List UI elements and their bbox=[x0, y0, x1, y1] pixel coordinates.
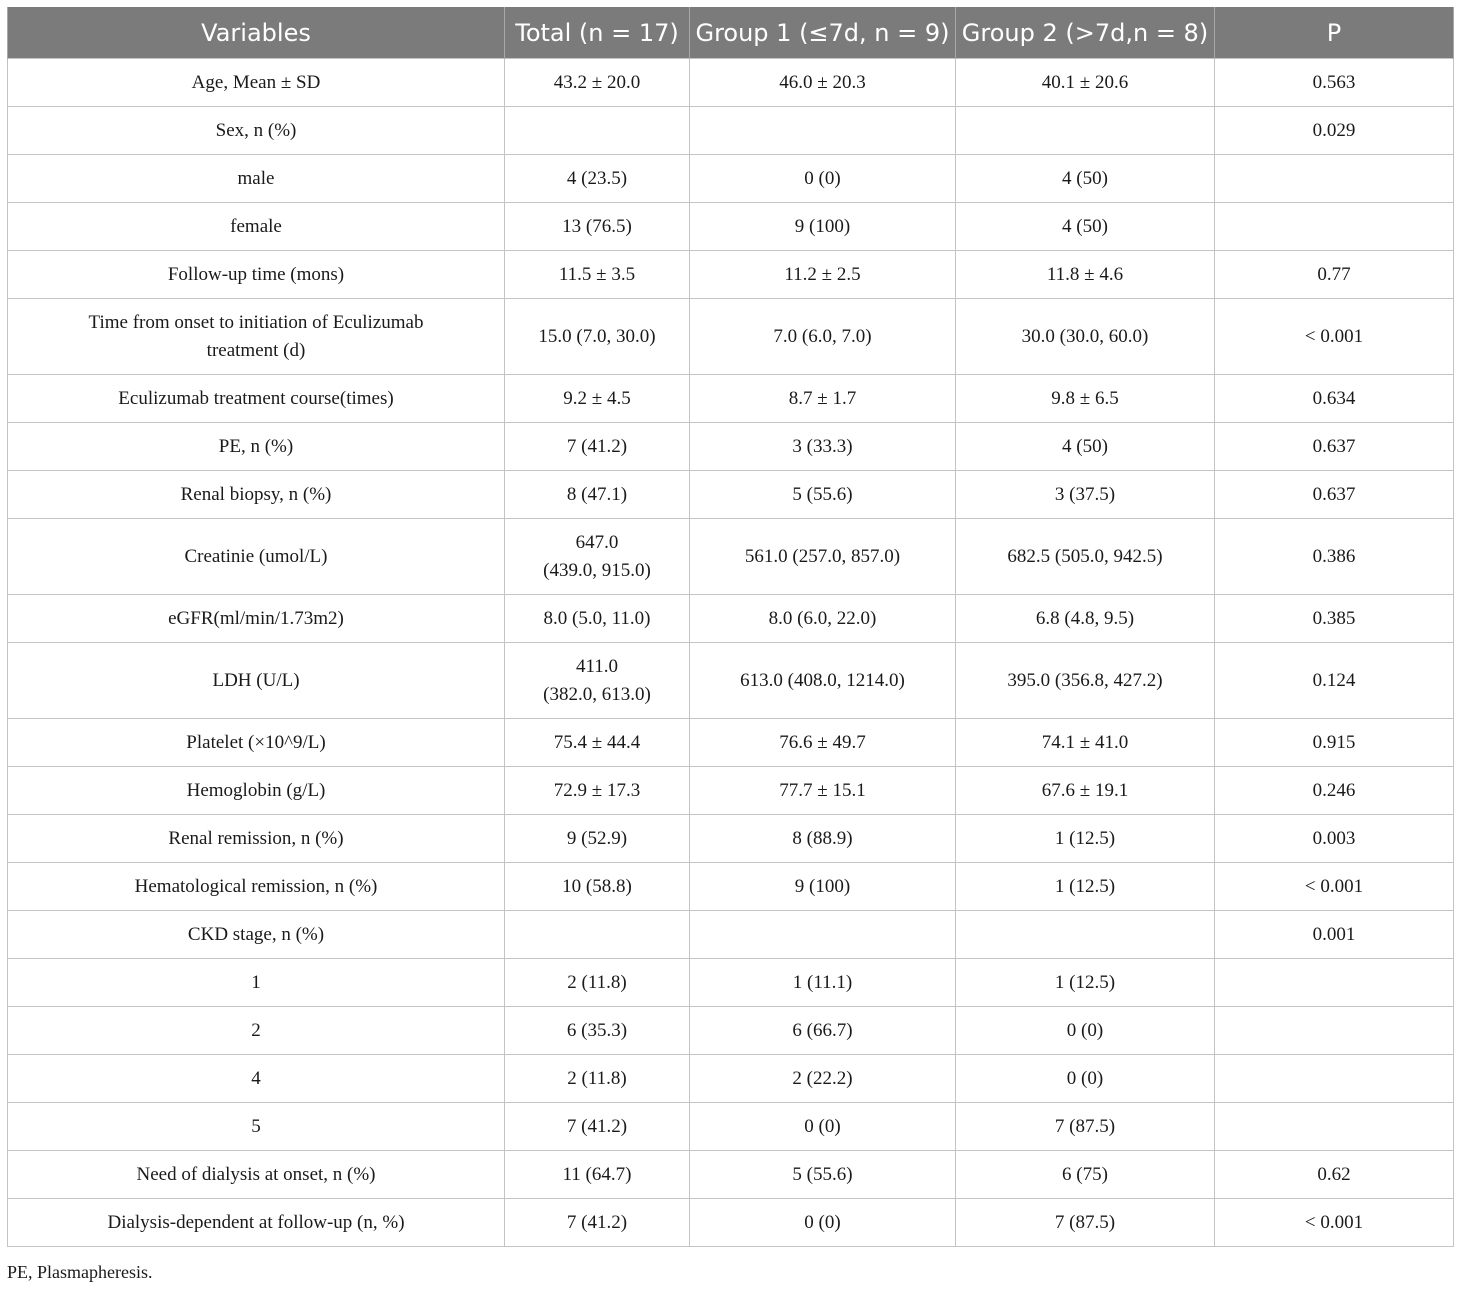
cell-group2 bbox=[956, 155, 1215, 203]
cell-p bbox=[1215, 155, 1454, 203]
cell-text: 0 (0) bbox=[804, 1211, 841, 1233]
cell-variable bbox=[8, 959, 505, 1007]
cell-p bbox=[1215, 299, 1454, 375]
cell-group1 bbox=[690, 59, 956, 107]
cell-group2 bbox=[956, 911, 1215, 959]
table-row bbox=[8, 423, 1454, 471]
cell-group1 bbox=[690, 519, 956, 595]
cell-text: 0 (0) bbox=[804, 167, 841, 189]
cell-text: 647.0 bbox=[575, 531, 619, 553]
cell-total bbox=[505, 519, 690, 595]
cell-variable bbox=[8, 107, 505, 155]
cell-group1 bbox=[690, 815, 956, 863]
cell-variable bbox=[8, 299, 505, 375]
cell-total bbox=[505, 423, 690, 471]
cell-text: 0.637 bbox=[1312, 483, 1356, 505]
cell-text: 411.0 bbox=[575, 655, 619, 677]
cell-variable bbox=[8, 911, 505, 959]
cell-variable bbox=[8, 375, 505, 423]
table-footnote: PE, Plasmapheresis. bbox=[7, 1262, 153, 1282]
cell-group2 bbox=[956, 643, 1215, 719]
cell-p bbox=[1215, 519, 1454, 595]
cell-total bbox=[505, 155, 690, 203]
cell-p bbox=[1215, 863, 1454, 911]
cell-total bbox=[505, 643, 690, 719]
cell-p bbox=[1215, 423, 1454, 471]
cell-total bbox=[505, 59, 690, 107]
cell-text: Renal biopsy, n (%) bbox=[180, 483, 332, 505]
header-row bbox=[8, 7, 1454, 59]
cell-total bbox=[505, 1199, 690, 1247]
cell-text: 1 (12.5) bbox=[1054, 971, 1116, 993]
cell-text: 4 bbox=[251, 1067, 261, 1089]
cell-text: 8.7 ± 1.7 bbox=[788, 387, 857, 409]
cell-text: 67.6 ± 19.1 bbox=[1041, 779, 1129, 801]
cell-group2 bbox=[956, 299, 1215, 375]
cell-text: 7.0 (6.0, 7.0) bbox=[773, 325, 872, 347]
cell-text: LDH (U/L) bbox=[212, 669, 300, 691]
cell-text: 0 (0) bbox=[804, 1115, 841, 1137]
cell-text: male bbox=[237, 167, 275, 189]
cell-text: 4 (50) bbox=[1062, 215, 1108, 237]
cell-text: 395.0 (356.8, 427.2) bbox=[1007, 669, 1163, 691]
cell-group1 bbox=[690, 155, 956, 203]
cell-p bbox=[1215, 959, 1454, 1007]
cell-text: 9.8 ± 6.5 bbox=[1051, 387, 1119, 409]
cell-text: 9 (52.9) bbox=[566, 827, 628, 849]
cell-total bbox=[505, 299, 690, 375]
cell-group2 bbox=[956, 595, 1215, 643]
cell-p bbox=[1215, 251, 1454, 299]
table-row bbox=[8, 155, 1454, 203]
table-row bbox=[8, 59, 1454, 107]
cell-text: PE, n (%) bbox=[218, 435, 294, 457]
cell-text: < 0.001 bbox=[1304, 1211, 1364, 1233]
cell-text: Creatinie (umol/L) bbox=[184, 545, 328, 567]
cell-text: 15.0 (7.0, 30.0) bbox=[538, 325, 656, 347]
cell-group1 bbox=[690, 107, 956, 155]
data-table-container bbox=[7, 7, 1453, 1247]
cell-text: 1 (12.5) bbox=[1054, 875, 1116, 897]
cell-text: Age, Mean ± SD bbox=[191, 71, 321, 93]
cell-group1 bbox=[690, 1055, 956, 1103]
cell-text: 2 (11.8) bbox=[567, 1067, 627, 1089]
cell-text: 0.634 bbox=[1312, 387, 1356, 409]
cell-total bbox=[505, 1055, 690, 1103]
cell-text: Hematological remission, n (%) bbox=[134, 875, 378, 897]
header-total: Total (n = 17) bbox=[505, 7, 690, 59]
cell-text: 9 (100) bbox=[794, 215, 851, 237]
cell-text: 5 (55.6) bbox=[792, 1163, 853, 1185]
cell-text: 0.246 bbox=[1312, 779, 1356, 801]
cell-variable bbox=[8, 423, 505, 471]
cell-variable bbox=[8, 643, 505, 719]
cell-p bbox=[1215, 643, 1454, 719]
table-row bbox=[8, 519, 1454, 595]
cell-text: 6 (75) bbox=[1062, 1163, 1108, 1185]
cell-p bbox=[1215, 1103, 1454, 1151]
cell-text: < 0.001 bbox=[1304, 325, 1364, 347]
cell-text-line2: (382.0, 613.0) bbox=[543, 683, 651, 705]
cell-text: 613.0 (408.0, 1214.0) bbox=[740, 669, 905, 691]
table-row bbox=[8, 1103, 1454, 1151]
cell-group1 bbox=[690, 595, 956, 643]
cell-group1 bbox=[690, 251, 956, 299]
cell-text: 72.9 ± 17.3 bbox=[553, 779, 641, 801]
table-row bbox=[8, 471, 1454, 519]
cell-group1 bbox=[690, 1103, 956, 1151]
cell-text: Time from onset to initiation of Eculizumab bbox=[88, 311, 424, 333]
cell-group1 bbox=[690, 863, 956, 911]
table-row bbox=[8, 203, 1454, 251]
cell-text: 4 (23.5) bbox=[566, 167, 628, 189]
table-row bbox=[8, 595, 1454, 643]
cell-text: 1 (11.1) bbox=[792, 971, 853, 993]
cell-total bbox=[505, 959, 690, 1007]
cell-group1 bbox=[690, 203, 956, 251]
cell-text: 30.0 (30.0, 60.0) bbox=[1021, 325, 1149, 347]
table-row bbox=[8, 1151, 1454, 1199]
cell-text: 561.0 (257.0, 857.0) bbox=[744, 545, 901, 567]
cell-text: 0.563 bbox=[1312, 71, 1356, 93]
cell-text: 0.915 bbox=[1312, 731, 1356, 753]
cell-group2 bbox=[956, 1055, 1215, 1103]
cell-text: 46.0 ± 20.3 bbox=[779, 71, 866, 93]
cell-group2 bbox=[956, 815, 1215, 863]
table-row bbox=[8, 1055, 1454, 1103]
cell-text: 5 bbox=[251, 1115, 261, 1137]
cell-total bbox=[505, 767, 690, 815]
cell-text: 75.4 ± 44.4 bbox=[553, 731, 641, 753]
table-body bbox=[8, 59, 1454, 1247]
cell-total bbox=[505, 863, 690, 911]
table-row bbox=[8, 767, 1454, 815]
cell-text: 0.385 bbox=[1312, 607, 1356, 629]
cell-group2 bbox=[956, 107, 1215, 155]
cell-text: 3 (33.3) bbox=[792, 435, 853, 457]
cell-variable bbox=[8, 595, 505, 643]
cell-text: 43.2 ± 20.0 bbox=[553, 71, 641, 93]
cell-p bbox=[1215, 471, 1454, 519]
table-header bbox=[8, 7, 1454, 59]
cell-variable bbox=[8, 719, 505, 767]
cell-variable bbox=[8, 1151, 505, 1199]
table-row bbox=[8, 299, 1454, 375]
header-group2: Group 2 (>7d,n = 8) bbox=[956, 7, 1215, 59]
cell-group2 bbox=[956, 375, 1215, 423]
cell-group1 bbox=[690, 299, 956, 375]
cell-total bbox=[505, 1007, 690, 1055]
cell-text: 7 (41.2) bbox=[566, 1211, 628, 1233]
cell-group1 bbox=[690, 1007, 956, 1055]
table-row bbox=[8, 251, 1454, 299]
cell-text: 0.386 bbox=[1312, 545, 1356, 567]
cell-text: Follow-up time (mons) bbox=[167, 263, 345, 285]
cell-total bbox=[505, 1151, 690, 1199]
cell-group2 bbox=[956, 519, 1215, 595]
cell-variable bbox=[8, 519, 505, 595]
cell-group2 bbox=[956, 59, 1215, 107]
cell-text: < 0.001 bbox=[1304, 875, 1364, 897]
table-row bbox=[8, 375, 1454, 423]
cell-group2 bbox=[956, 1007, 1215, 1055]
cell-text: 5 (55.6) bbox=[792, 483, 853, 505]
cell-text: 7 (87.5) bbox=[1054, 1211, 1116, 1233]
cell-variable bbox=[8, 471, 505, 519]
table-row bbox=[8, 107, 1454, 155]
cell-group2 bbox=[956, 959, 1215, 1007]
cell-text: 11.2 ± 2.5 bbox=[784, 263, 861, 285]
cell-group1 bbox=[690, 471, 956, 519]
cell-text: Eculizumab treatment course(times) bbox=[118, 387, 394, 409]
cell-text: 0.62 bbox=[1317, 1163, 1351, 1185]
cell-text: 7 (41.2) bbox=[566, 1115, 628, 1137]
cell-total bbox=[505, 203, 690, 251]
table-row bbox=[8, 1007, 1454, 1055]
cell-text: 40.1 ± 20.6 bbox=[1041, 71, 1129, 93]
header-variables: Variables bbox=[8, 7, 505, 59]
cell-text: Platelet (×10^9/L) bbox=[186, 731, 326, 753]
cell-total bbox=[505, 375, 690, 423]
cell-text: 3 (37.5) bbox=[1054, 483, 1116, 505]
cell-text: 1 (12.5) bbox=[1054, 827, 1116, 849]
cell-group2 bbox=[956, 471, 1215, 519]
cell-text: Renal remission, n (%) bbox=[168, 827, 344, 849]
cell-p bbox=[1215, 1055, 1454, 1103]
cell-text: 9 (100) bbox=[794, 875, 851, 897]
cell-text: 8 (47.1) bbox=[566, 483, 628, 505]
cell-group1 bbox=[690, 1151, 956, 1199]
cell-variable bbox=[8, 251, 505, 299]
cell-text: 2 (11.8) bbox=[567, 971, 627, 993]
cell-text: Sex, n (%) bbox=[215, 119, 297, 141]
cell-text: 76.6 ± 49.7 bbox=[779, 731, 866, 753]
table-row bbox=[8, 959, 1454, 1007]
cell-p bbox=[1215, 815, 1454, 863]
cell-text: 6.8 (4.8, 9.5) bbox=[1035, 607, 1135, 629]
cell-text: 0.001 bbox=[1312, 923, 1356, 945]
cell-group1 bbox=[690, 959, 956, 1007]
cell-p bbox=[1215, 911, 1454, 959]
cell-group1 bbox=[690, 719, 956, 767]
cell-variable bbox=[8, 815, 505, 863]
cell-group1 bbox=[690, 423, 956, 471]
cell-text: 9.2 ± 4.5 bbox=[563, 387, 631, 409]
cell-group2 bbox=[956, 767, 1215, 815]
cell-text: 11 (64.7) bbox=[562, 1163, 632, 1185]
cell-text: 74.1 ± 41.0 bbox=[1041, 731, 1129, 753]
cell-text: female bbox=[230, 215, 282, 237]
cell-text: 0.029 bbox=[1312, 119, 1356, 141]
cell-text: 0.637 bbox=[1312, 435, 1356, 457]
cell-group1 bbox=[690, 911, 956, 959]
cell-p bbox=[1215, 107, 1454, 155]
table-row bbox=[8, 815, 1454, 863]
cell-text: 2 (22.2) bbox=[792, 1067, 853, 1089]
cell-variable bbox=[8, 59, 505, 107]
cell-total bbox=[505, 251, 690, 299]
cell-group2 bbox=[956, 1103, 1215, 1151]
cell-variable bbox=[8, 1055, 505, 1103]
cell-text: 0 (0) bbox=[1066, 1067, 1104, 1089]
cell-p bbox=[1215, 203, 1454, 251]
cell-group2 bbox=[956, 1151, 1215, 1199]
cell-text: 6 (66.7) bbox=[792, 1019, 853, 1041]
cell-text-line2: treatment (d) bbox=[206, 339, 306, 361]
cell-group2 bbox=[956, 1199, 1215, 1247]
cell-text: 4 (50) bbox=[1062, 435, 1108, 457]
table-row bbox=[8, 643, 1454, 719]
table-row bbox=[8, 719, 1454, 767]
cell-p bbox=[1215, 1199, 1454, 1247]
cell-variable bbox=[8, 1103, 505, 1151]
cell-group2 bbox=[956, 203, 1215, 251]
cell-text: 77.7 ± 15.1 bbox=[779, 779, 866, 801]
cell-text: 7 (41.2) bbox=[566, 435, 628, 457]
header-p: P bbox=[1215, 7, 1454, 59]
cell-total bbox=[505, 471, 690, 519]
cell-group1 bbox=[690, 767, 956, 815]
cell-text: 8.0 (5.0, 11.0) bbox=[543, 607, 651, 629]
cell-total bbox=[505, 719, 690, 767]
cell-text: 0 (0) bbox=[1066, 1019, 1104, 1041]
table-row bbox=[8, 1199, 1454, 1247]
cell-group2 bbox=[956, 719, 1215, 767]
cell-variable bbox=[8, 863, 505, 911]
cell-p bbox=[1215, 59, 1454, 107]
cell-group2 bbox=[956, 251, 1215, 299]
cell-group1 bbox=[690, 1199, 956, 1247]
cell-p bbox=[1215, 1007, 1454, 1055]
cell-total bbox=[505, 1103, 690, 1151]
cell-text: 8.0 (6.0, 22.0) bbox=[768, 607, 877, 629]
cell-total bbox=[505, 595, 690, 643]
cell-group1 bbox=[690, 643, 956, 719]
cell-variable bbox=[8, 203, 505, 251]
cell-p bbox=[1215, 595, 1454, 643]
cell-text: 2 bbox=[251, 1019, 261, 1041]
cell-total bbox=[505, 107, 690, 155]
cell-total bbox=[505, 815, 690, 863]
cell-text: 682.5 (505.0, 942.5) bbox=[1007, 545, 1163, 567]
cell-variable bbox=[8, 767, 505, 815]
cell-text: Hemoglobin (g/L) bbox=[186, 779, 326, 801]
cell-group2 bbox=[956, 423, 1215, 471]
cell-text: 10 (58.8) bbox=[562, 875, 632, 897]
cell-text: 1 bbox=[251, 971, 261, 993]
cell-text: 13 (76.5) bbox=[562, 215, 632, 237]
cell-text-line2: (439.0, 915.0) bbox=[543, 559, 651, 581]
cell-variable bbox=[8, 155, 505, 203]
cell-text: 0.77 bbox=[1317, 263, 1351, 285]
cell-p bbox=[1215, 767, 1454, 815]
cell-text: eGFR(ml/min/1.73m2) bbox=[168, 607, 344, 629]
cell-text: 4 (50) bbox=[1062, 167, 1108, 189]
cell-total bbox=[505, 911, 690, 959]
cell-group2 bbox=[956, 863, 1215, 911]
cell-text: Need of dialysis at onset, n (%) bbox=[136, 1163, 376, 1185]
cell-p bbox=[1215, 375, 1454, 423]
cell-group1 bbox=[690, 375, 956, 423]
cell-text: 7 (87.5) bbox=[1054, 1115, 1116, 1137]
header-group1: Group 1 (≤7d, n = 9) bbox=[690, 7, 956, 59]
cell-text: 11.5 ± 3.5 bbox=[558, 263, 636, 285]
cell-text: 11.8 ± 4.6 bbox=[1046, 263, 1124, 285]
cell-text: Dialysis-dependent at follow-up (n, %) bbox=[107, 1211, 405, 1233]
cell-text: 6 (35.3) bbox=[566, 1019, 628, 1041]
cell-variable bbox=[8, 1007, 505, 1055]
table-row bbox=[8, 911, 1454, 959]
cell-p bbox=[1215, 1151, 1454, 1199]
cell-text: 8 (88.9) bbox=[792, 827, 853, 849]
cell-p bbox=[1215, 719, 1454, 767]
cell-text: 0.124 bbox=[1312, 669, 1356, 691]
cell-text: CKD stage, n (%) bbox=[187, 923, 325, 945]
baseline-characteristics-table bbox=[7, 7, 1454, 1247]
cell-variable bbox=[8, 1199, 505, 1247]
table-row bbox=[8, 863, 1454, 911]
cell-text: 0.003 bbox=[1312, 827, 1356, 849]
